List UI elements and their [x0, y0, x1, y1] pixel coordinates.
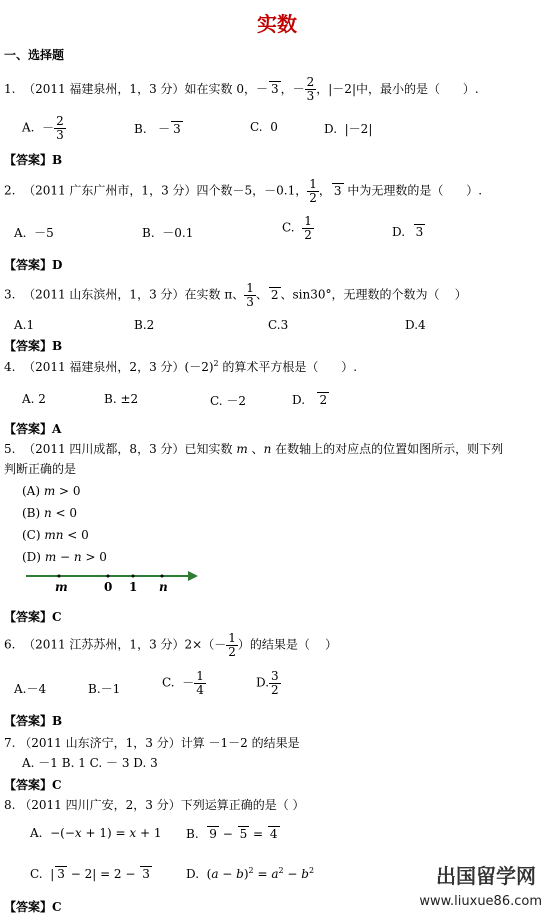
q3-answer: 【答案】B	[4, 339, 63, 353]
axis-label-0: 0	[104, 580, 113, 594]
q2-option-d: D. 3	[392, 225, 424, 239]
question-5-line1: 5. （2011 四川成都，8，3 分）已知实数 m 、n 在数轴上的对应点的位置如图所示，则下列	[4, 442, 504, 456]
q8-option-b: B. 9 − 5 = 4	[186, 827, 278, 841]
q1-option-a: A. － $\frac{2}{3}$	[22, 114, 64, 142]
q7-answer: 【答案】C	[4, 778, 62, 792]
question-1	[4, 76, 479, 102]
q6-option-c: C. － $\frac{1}{4}$	[162, 669, 204, 697]
number-line	[22, 566, 212, 598]
q1-option-c: C. 0	[250, 120, 278, 134]
q6-answer: 【答案】B	[4, 714, 63, 728]
q4-option-d: D. 2	[292, 393, 328, 407]
question-6: 6. （2011 江苏苏州，1，3 分）2×（－ $\frac{1}{2}$ ）的结果是（ ）	[4, 631, 338, 659]
q1-option-b: B. － 3	[134, 122, 181, 136]
q5-answer: 【答案】C	[4, 610, 62, 624]
q6-option-b: B.－1	[88, 682, 121, 696]
q8-option-d: D. $(a - b)^2 = a^2 - b^2$	[186, 866, 315, 881]
q5-option-c: (C) mn < 0	[22, 528, 89, 542]
q5-option-b: (B) n < 0	[22, 506, 78, 520]
q6-option-d: D. $\frac{3}{2}$	[256, 669, 279, 697]
question-1-stem: 1. （2011 福建泉州，1，3 分）如在实数 0，－ 3 ，－ $\frac{2}{3}$ ，|－2|中，最小的是（ ）.	[4, 75, 479, 103]
watermark-url: www.liuxue86.com	[419, 894, 542, 909]
q3-option-d: D.4	[405, 318, 426, 332]
q5-option-d: (D) m − n > 0	[22, 550, 107, 564]
question-2: 2. （2011 广东广州市，1，3 分）四个数－5，－0.1， $\frac{1}{2}$ ， 3 中为无理数的是（ ）.	[4, 177, 483, 205]
q2-answer: 【答案】D	[4, 258, 63, 272]
question-8: 8. （2011 四川广安，2，3 分）下列运算正确的是（ ）	[4, 798, 305, 812]
q7-options: A. －1 B. 1 C. － 3 D. 3	[22, 756, 158, 770]
question-3: 3. （2011 山东滨州，1，3 分）在实数 π、 $\frac{1}{3}$ 、 2 、sin30°，无理数的个数为（ ）	[4, 281, 467, 309]
q1-option-d: D. |－2|	[324, 122, 373, 136]
q5-option-a: (A) m > 0	[22, 484, 81, 498]
axis-label-1: 1	[129, 580, 138, 594]
question-5-line2: 判断正确的是	[4, 462, 77, 476]
q4-answer: 【答案】A	[4, 422, 62, 436]
q1-answer: 【答案】B	[4, 153, 63, 167]
question-7: 7. （2011 山东济宁，1，3 分）计算 －1－2 的结果是	[4, 736, 300, 750]
q4-option-b: B. ±2	[104, 392, 139, 406]
axis-label-n: n	[159, 580, 168, 594]
q6-option-a: A.－4	[14, 682, 47, 696]
q3-option-c: C.3	[268, 318, 289, 332]
q8-answer: 【答案】C	[4, 900, 62, 914]
axis-arrow	[188, 571, 198, 581]
section-heading: 一、选择题	[4, 48, 65, 62]
page-title: 实数	[257, 12, 297, 36]
q3-option-a: A.1	[14, 318, 35, 332]
q3-option-b: B.2	[134, 318, 155, 332]
axis-point-n	[161, 575, 164, 578]
q2-option-b: B. －0.1	[142, 226, 194, 240]
q8-option-a: A. −(−x + 1) = x + 1	[30, 826, 162, 840]
axis-point-1	[132, 575, 135, 578]
q2-option-a: A. －5	[14, 226, 54, 240]
question-4: 4. （2011 福建泉州，2，3 分）$(-2)^2$ 的算术平方根是（ ）.	[4, 359, 358, 374]
watermark-brand: 出国留学网	[436, 864, 536, 888]
axis-label-m: m	[55, 580, 68, 594]
q2-option-c: C. $\frac{1}{2}$	[282, 214, 312, 242]
q4-option-c: C. －2	[210, 394, 247, 408]
q8-option-c: C. | 3 − 2| = 2 − 3	[30, 867, 150, 881]
axis-point-0	[107, 575, 110, 578]
q4-option-a: A. 2	[22, 392, 46, 406]
axis-point-m	[58, 575, 61, 578]
